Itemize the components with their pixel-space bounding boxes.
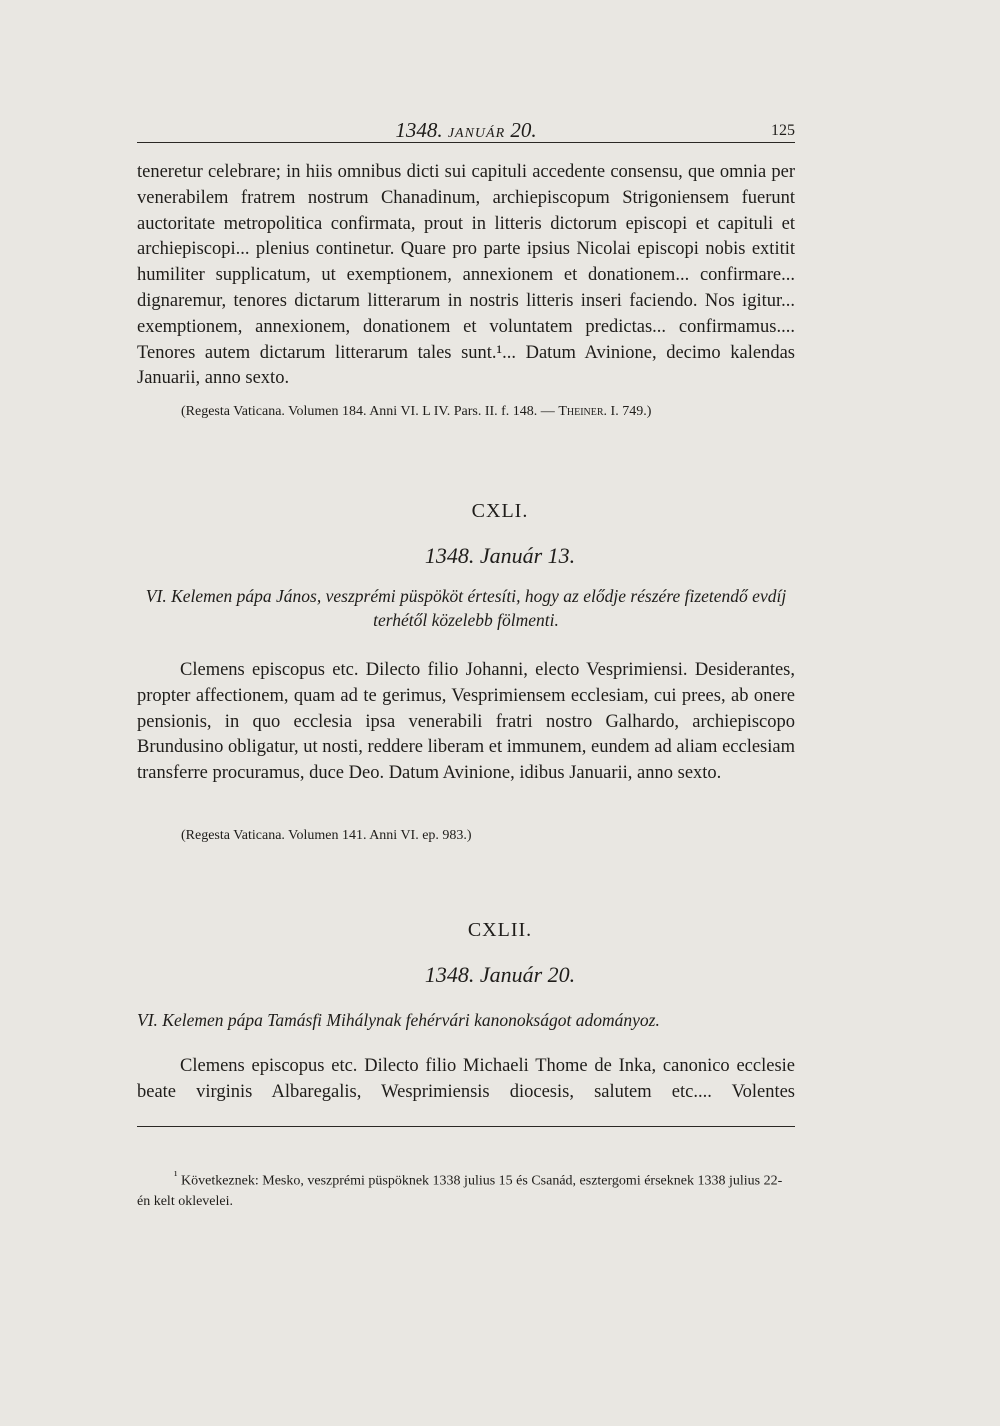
header-month: JANUÁR bbox=[447, 126, 506, 141]
prev-document-body: teneretur celebrare; in hiis omnibus dicti sui capituli accedente consensu, que omnia per venerabilem fratrem nostrum Chanadinum, archiepiscopum Strigoniensem fuerunt auctoritate metropolitica confirmata, prout in litteris dictorum episcopi et capituli et archiepiscopi... plenius continetur. Quare pro parte ipsius Nicolai episcopi nobis extitit humiliter supplicatum, ut exemptionem, annexionem et donationem... confirmare... dignaremur, tenores dictarum litterarum in nostris litteris inseri faciendo. Nos igitur... exemptionem, annexionem, donationem et voluntatem predictas... confirmamus.... Tenores autem dictarum litterarum tales sunt.¹... Datum Avinione, decimo kalendas Januarii, anno sexto. bbox=[137, 162, 795, 389]
prev-document-source bbox=[181, 402, 781, 422]
header-year: 1348. bbox=[395, 118, 443, 142]
document-number-142: CXLII. bbox=[467, 919, 533, 941]
document-body-141: Clemens episcopus etc. Dilecto filio Johanni, electo Vesprimiensi. Desiderantes, propter affectionem, quam ad te gerimus, Vesprimiensem ecclesiam, cui prees, ab onere pensionis, in quo ecclesia ipsa venerabili fratri nostro Galhardo, archiepiscopo Brundusino obligatur, ut nosti, reddere liberam et immunem, eundem ad aliam ecclesiam transferre procuramus, duce Deo. Datum Avinione, idibus Januarii, anno sexto. bbox=[137, 660, 795, 784]
document-body-142: Clemens episcopus etc. Dilecto filio Michaeli Thome de Inka, canonico ecclesie beate virginis Albaregalis, Wesprimiensis diocesis, salutem etc.... Volentes bbox=[137, 1056, 795, 1102]
running-header bbox=[137, 112, 795, 143]
header-title bbox=[137, 118, 795, 143]
document-source-141: (Regesta Vaticana. Volumen 141. Anni VI. ep. 983.) bbox=[181, 828, 472, 843]
document-date-142: 1348. Január 20. bbox=[424, 962, 576, 987]
footnote-mark: ¹ bbox=[174, 1169, 178, 1182]
header-day: 20. bbox=[510, 118, 537, 142]
footnote bbox=[137, 1166, 795, 1212]
source-author: Theiner bbox=[558, 404, 604, 419]
document-summary-142: VI. Kelemen pápa Tamásfi Mihálynak fehérvári kanonokságot adományoz. bbox=[137, 1010, 660, 1030]
page-number: 125 bbox=[771, 122, 795, 139]
document-number-141: CXLI. bbox=[471, 500, 529, 522]
source-citation: (Regesta Vaticana. Volumen 184. Anni VI. L IV. Pars. II. f. 148. — bbox=[181, 404, 559, 419]
document-summary-141: VI. Kelemen pápa János, veszprémi püspököt értesíti, hogy az elődje részére fizetendő evdíj terhétől közelebb fölmenti. bbox=[145, 586, 787, 630]
footnote-divider bbox=[137, 1126, 795, 1127]
document-date-141: 1348. Január 13. bbox=[424, 543, 576, 568]
footnote-text: Következnek: Mesko, veszprémi püspöknek 1338 julius 15 és Csanád, esztergomi érseknek 1338 julius 22-én kelt oklevelei. bbox=[137, 1173, 783, 1209]
source-citation-end: . I. 749.) bbox=[603, 404, 652, 419]
